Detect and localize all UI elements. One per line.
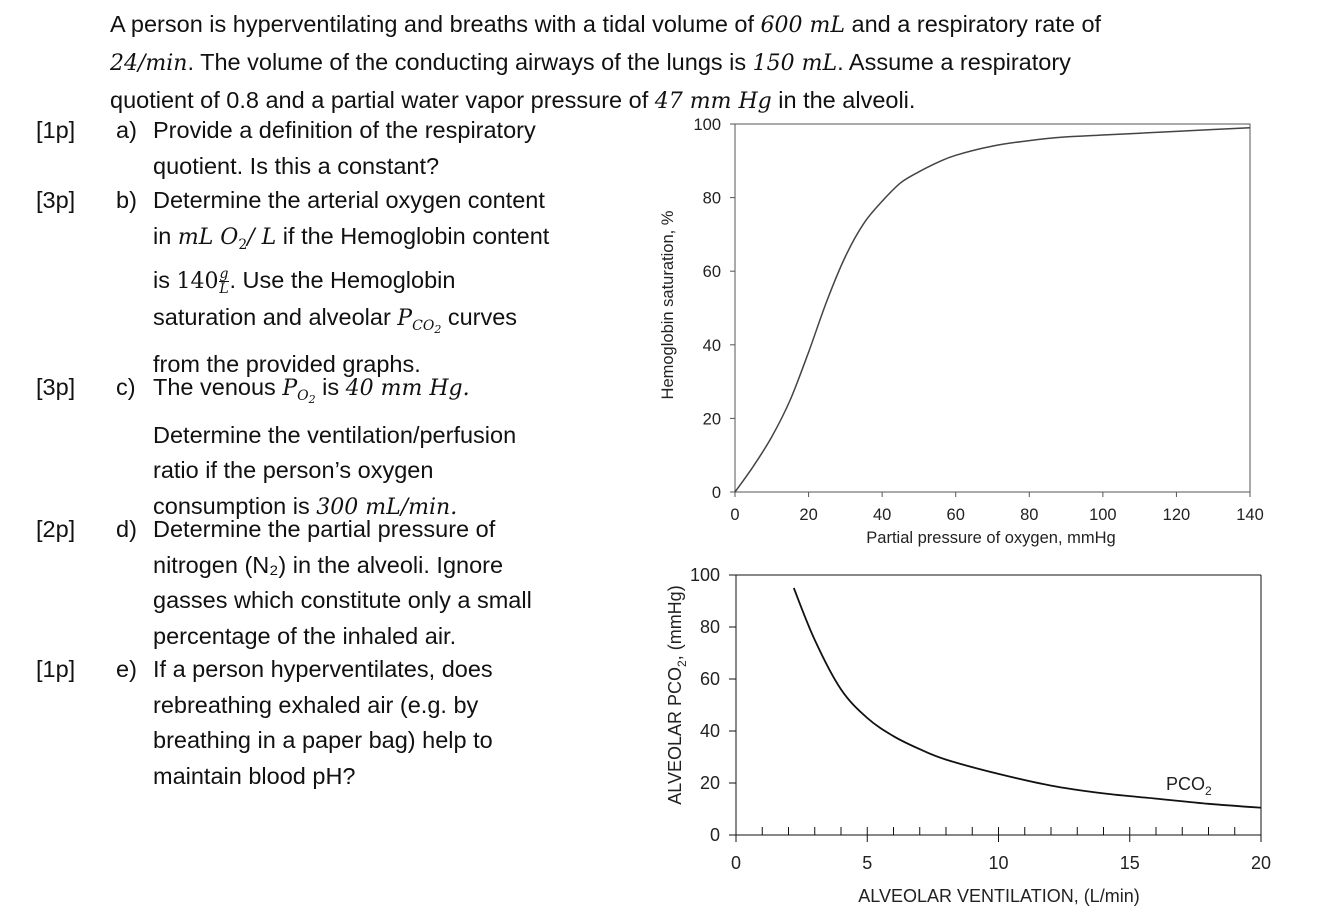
intro-text: . Assume a respiratory — [837, 49, 1071, 75]
x-tick-label: 15 — [1119, 853, 1140, 873]
question-line: quotient. Is this a constant? — [153, 152, 440, 179]
question-letter: a) — [116, 117, 137, 143]
chart2-ticks — [690, 565, 1271, 873]
x-tick-label: 100 — [1089, 506, 1117, 524]
chart1-y-axis-label: Hemoglobin saturation, % — [659, 210, 677, 400]
y-label-text: ALVEOLAR PCO — [665, 666, 685, 805]
fraction-numerator: g — [219, 266, 229, 283]
fraction-denominator: L — [219, 281, 229, 298]
chart2-series-label — [1166, 774, 1212, 798]
question-line: nitrogen (N₂) in the alveoli. Ignore — [153, 551, 504, 578]
question-text-fragment: if the Hemoglobin content — [276, 222, 550, 249]
question-text-fragment: The venous — [153, 374, 283, 400]
alveolar-pco2-chart — [665, 565, 1271, 906]
math-subsubscript: 2 — [308, 393, 316, 406]
chart1-x-axis-label: Partial pressure of oxygen, mmHg — [866, 529, 1116, 547]
x-tick-label: 20 — [1250, 853, 1272, 873]
question-text-fragment: is — [315, 374, 346, 400]
x-tick-label: 40 — [872, 506, 892, 524]
y-tick-label: 40 — [699, 721, 720, 741]
question-line: percentage of the inhaled air. — [153, 622, 457, 649]
x-tick-label: 140 — [1236, 506, 1264, 524]
y-tick-label: 20 — [699, 773, 720, 793]
math-subscript-text: O — [297, 388, 309, 404]
y-tick-label: 80 — [702, 189, 721, 208]
question-line: rebreathing exhaled air (e.g. by — [153, 691, 479, 718]
question-text-fragment: saturation and alveolar — [153, 303, 398, 330]
question-letter: c) — [116, 374, 136, 400]
chart1-frame — [735, 124, 1250, 492]
dead-space-value: 150 mL — [752, 51, 838, 76]
question-text-fragment: is — [153, 267, 177, 293]
intro-text: A person is hyperventilating and breaths with a tidal volume of — [110, 11, 761, 37]
y-tick-label: 60 — [702, 263, 721, 282]
x-tick-label: 120 — [1162, 506, 1191, 524]
x-tick-label: 0 — [730, 853, 742, 873]
x-tick-label: 5 — [862, 853, 873, 873]
math-symbol: P — [282, 376, 298, 401]
x-tick-label: 0 — [730, 506, 740, 524]
tidal-volume-value: 600 mL — [760, 13, 846, 38]
question-line: from the provided graphs. — [153, 351, 421, 377]
y-tick-label: 20 — [702, 410, 721, 429]
math-subscript: 2 — [238, 236, 248, 253]
intro-text: and a respiratory rate of — [845, 11, 1102, 37]
y-tick-label: 40 — [702, 336, 721, 355]
hemoglobin-saturation-chart — [659, 116, 1264, 547]
hemoglobin-value: 140 — [176, 269, 219, 294]
question-line: If a person hyperventilates, does — [153, 656, 493, 682]
question-line: Determine the ventilation/perfusion — [153, 421, 517, 448]
question-line: breathing in a paper bag) help to — [153, 727, 493, 753]
y-label-units: , (mmHg) — [665, 585, 685, 661]
x-tick-label: 20 — [799, 506, 818, 524]
chart1-saturation-curve — [735, 128, 1250, 492]
question-line: Determine the arterial oxygen content — [153, 187, 545, 213]
question-text-fragment: curves — [441, 303, 518, 330]
y-tick-label: 60 — [699, 669, 720, 689]
question-line: Determine the partial pressure of — [153, 516, 496, 542]
question-line: ratio if the person’s oxygen — [153, 457, 434, 483]
question-points: [3p] — [36, 374, 76, 400]
series-label-subscript: 2 — [1205, 784, 1212, 798]
question-letter: b) — [116, 187, 137, 213]
water-pressure-value: 47 mm Hg — [654, 89, 772, 114]
chart1-ticks — [693, 116, 1263, 524]
chart2-y-axis-label — [665, 585, 689, 804]
math-subsubscript: 2 — [434, 322, 442, 336]
y-tick-label: 100 — [693, 116, 721, 134]
intro-text: . The volume of the conducting airways of the lungs is — [187, 49, 753, 75]
question-text-fragment: consumption is — [153, 492, 317, 519]
question-points: [3p] — [36, 187, 76, 213]
question-line: maintain blood pH? — [153, 762, 356, 789]
question-text-fragment: in — [153, 222, 178, 249]
y-tick-label: 100 — [689, 565, 720, 585]
y-tick-label: 0 — [711, 484, 721, 502]
oxygen-consumption-value: 300 mL/min. — [316, 494, 458, 520]
question-points: [1p] — [36, 117, 76, 143]
question-text-fragment: . Use the Hemoglobin — [229, 267, 456, 293]
question-line: gasses which constitute only a small — [153, 587, 532, 613]
respiratory-rate-value: 24/min — [110, 51, 188, 76]
question-points: [2p] — [36, 516, 76, 542]
y-label-subscript: 2 — [675, 660, 689, 667]
question-letter: e) — [116, 656, 137, 682]
math-subscript-text: CO — [412, 317, 435, 334]
intro-text: in the alveoli. — [771, 87, 916, 113]
intro-text: quotient of 0.8 and a partial water vapor pressure of — [110, 87, 655, 113]
venous-po2-value: 40 mm Hg. — [345, 376, 470, 401]
chart2-x-axis-label: ALVEOLAR VENTILATION, (L/min) — [858, 886, 1140, 906]
y-tick-label: 0 — [709, 825, 720, 845]
x-tick-label: 60 — [946, 506, 965, 524]
y-tick-label: 80 — [699, 617, 720, 637]
math-unit: mL O — [177, 224, 239, 250]
question-letter: d) — [116, 516, 137, 542]
math-unit: / L — [247, 224, 277, 250]
math-symbol: P — [397, 305, 413, 331]
question-points: [1p] — [36, 656, 76, 682]
x-tick-label: 10 — [988, 853, 1009, 873]
x-tick-label: 80 — [1020, 506, 1039, 524]
question-line: Provide a definition of the respiratory — [153, 117, 536, 143]
series-label-text: PCO — [1166, 774, 1206, 794]
